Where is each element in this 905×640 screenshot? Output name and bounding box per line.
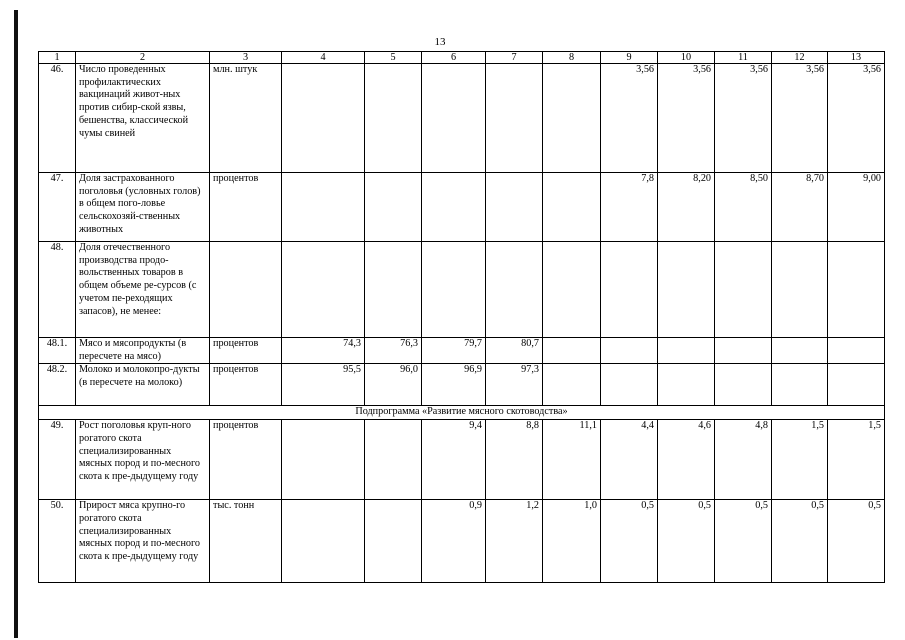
value-cell [658,338,715,364]
value-cell: 3,56 [715,64,772,173]
value-cell: 1,5 [772,420,828,500]
value-cell: 0,5 [828,500,885,583]
indicator-name: Мясо и мясопродукты (в пересчете на мясо) [76,338,210,364]
value-cell [282,64,365,173]
value-cell: 3,56 [658,64,715,173]
value-cell [658,242,715,338]
row-number: 46. [39,64,76,173]
value-cell [422,242,486,338]
unit-cell: процентов [210,173,282,242]
page-number: 13 [434,36,446,48]
column-header-7: 7 [486,52,543,64]
section-row [39,406,885,420]
value-cell: 4,6 [658,420,715,500]
value-cell: 96,0 [365,364,422,406]
value-cell [365,420,422,500]
unit-cell: процентов [210,338,282,364]
table-row [39,420,885,500]
value-cell: 1,5 [828,420,885,500]
unit-cell [210,242,282,338]
row-number: 49. [39,420,76,500]
table-row [39,500,885,583]
value-cell: 3,56 [601,64,658,173]
value-cell: 8,20 [658,173,715,242]
value-cell: 0,9 [422,500,486,583]
column-header-2: 2 [76,52,210,64]
value-cell [601,364,658,406]
value-cell [772,364,828,406]
value-cell [543,64,601,173]
value-cell: 74,3 [282,338,365,364]
column-header-10: 10 [658,52,715,64]
column-header-9: 9 [601,52,658,64]
column-header-8: 8 [543,52,601,64]
value-cell [772,338,828,364]
unit-cell: процентов [210,364,282,406]
value-cell [282,173,365,242]
value-cell [543,173,601,242]
value-cell [422,173,486,242]
value-cell [828,364,885,406]
value-cell [282,420,365,500]
value-cell [486,242,543,338]
column-header-4: 4 [282,52,365,64]
value-cell [828,242,885,338]
column-header-1: 1 [39,52,76,64]
value-cell: 95,5 [282,364,365,406]
value-cell [365,173,422,242]
value-cell: 80,7 [486,338,543,364]
value-cell: 3,56 [772,64,828,173]
value-cell [658,364,715,406]
row-number: 48.1. [39,338,76,364]
value-cell: 76,3 [365,338,422,364]
value-cell [282,242,365,338]
value-cell: 4,8 [715,420,772,500]
value-cell: 0,5 [658,500,715,583]
column-header-5: 5 [365,52,422,64]
column-header-12: 12 [772,52,828,64]
value-cell [486,64,543,173]
row-number: 50. [39,500,76,583]
unit-cell: процентов [210,420,282,500]
value-cell [543,364,601,406]
value-cell: 7,8 [601,173,658,242]
table-row [39,338,885,364]
value-cell [422,64,486,173]
value-cell: 0,5 [772,500,828,583]
row-number: 48.2. [39,364,76,406]
value-cell: 97,3 [486,364,543,406]
value-cell [828,338,885,364]
unit-cell: тыс. тонн [210,500,282,583]
scan-edge-bar [14,10,18,638]
indicator-name: Прирост мяса крупно-го рогатого скота специализированных мясных пород и по-месного скота к пре-дыдущему году [76,500,210,583]
value-cell [486,173,543,242]
value-cell: 11,1 [543,420,601,500]
value-cell: 1,2 [486,500,543,583]
value-cell [365,64,422,173]
indicator-name: Число проведенных профилактических вакцинаций живот-ных против сибир-ской язвы, бешенства, классической чумы свиней [76,64,210,173]
table-row [39,364,885,406]
value-cell: 96,9 [422,364,486,406]
column-header-11: 11 [715,52,772,64]
value-cell: 8,8 [486,420,543,500]
value-cell [772,242,828,338]
value-cell [282,500,365,583]
value-cell: 9,4 [422,420,486,500]
value-cell [365,500,422,583]
value-cell: 9,00 [828,173,885,242]
row-number: 47. [39,173,76,242]
indicator-name: Молоко и молокопро-дукты (в пересчете на молоко) [76,364,210,406]
value-cell [601,242,658,338]
value-cell: 4,4 [601,420,658,500]
indicator-name: Доля застрахованного поголовья (условных голов) в общем пого-ловье сельскохозяй-ственных животных [76,173,210,242]
table-row [39,64,885,173]
value-cell [543,242,601,338]
value-cell: 0,5 [601,500,658,583]
value-cell: 1,0 [543,500,601,583]
value-cell [715,364,772,406]
column-number-header-row [39,52,885,64]
value-cell: 8,50 [715,173,772,242]
column-header-13: 13 [828,52,885,64]
value-cell: 3,56 [828,64,885,173]
column-header-6: 6 [422,52,486,64]
value-cell: 79,7 [422,338,486,364]
value-cell [601,338,658,364]
subprogram-title: Подпрограмма «Развитие мясного скотоводства» [39,406,885,420]
indicator-name: Доля отечественного производства продо-вольственных товаров в общем объеме ре-сурсов (с учетом пе-реходящих запасов), не менее: [76,242,210,338]
value-cell [543,338,601,364]
table-row [39,242,885,338]
value-cell [365,242,422,338]
unit-cell: млн. штук [210,64,282,173]
value-cell: 0,5 [715,500,772,583]
value-cell [715,338,772,364]
value-cell: 8,70 [772,173,828,242]
row-number: 48. [39,242,76,338]
value-cell [715,242,772,338]
column-header-3: 3 [210,52,282,64]
table-row [39,173,885,242]
indicators-table [38,51,885,583]
indicator-name: Рост поголовья круп-ного рогатого скота специализированных мясных пород и по-месного скота к пре-дыдущему году [76,420,210,500]
